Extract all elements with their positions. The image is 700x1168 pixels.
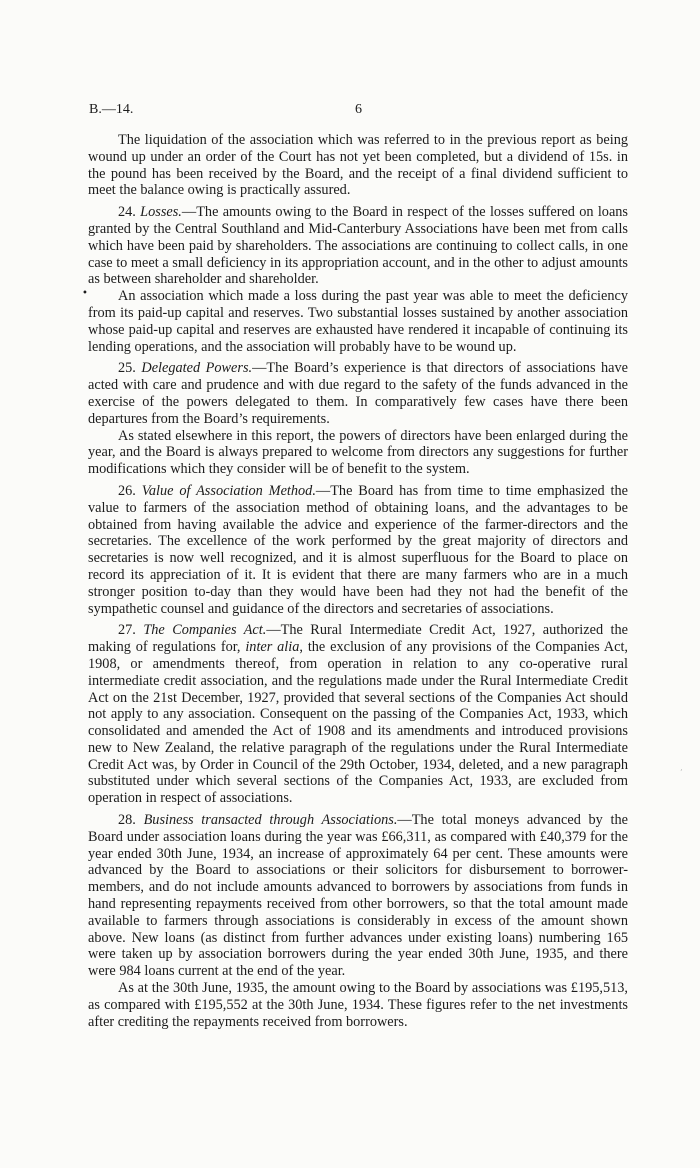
section-heading: Delegated Powers. bbox=[141, 360, 253, 377]
page-header bbox=[89, 102, 620, 122]
section-number: 24. bbox=[118, 204, 136, 221]
document-body bbox=[88, 132, 628, 1035]
section-number: 27. bbox=[118, 622, 136, 639]
paragraph-powers-continued: As stated elsewhere in this report, the powers of directors have been enlarged during the year, and the Board is always prepared to welcome from directors any suggestions for further modifications which they consider will be of benefit to the system. bbox=[88, 427, 628, 478]
section-heading: The Companies Act. bbox=[143, 622, 267, 639]
section-number: 26. bbox=[118, 482, 136, 499]
paragraph-amount-owing: As at the 30th June, 1935, the amount owing to the Board by associations was £195,513, as compared with £195,552 at the 30th June, 1934. These figures refer to the net investments after crediting the repayments received from borrowers. bbox=[88, 980, 628, 1030]
report-reference: B.—14. bbox=[89, 102, 134, 117]
page-number: 6 bbox=[355, 102, 362, 117]
paragraph-26-association-method: 26. Value of Association Method.—The Board has from time to time emphasized the value to farmers of the association method of obtaining loans, and the advantages to be obtained from having available the advice and experience of the farmer-directors and the secretaries. The excellence of the work performed by the great majority of directors and secretaries is now well recognized, and it is almost superfluous for the Board to place on record its appreciation of it. It is evident that there are many farmers who are in a much stronger position to-day than they would have been had they not had the benefit of the sympathetic counsel and guidance of the directors and secretaries of associations. bbox=[88, 482, 628, 617]
section-heading: Value of Association Method. bbox=[141, 482, 316, 499]
latin-phrase: inter alia bbox=[245, 639, 300, 656]
section-number: 28. bbox=[118, 812, 136, 829]
paragraph-28-business-transacted: 28. Business transacted through Associations.—The total moneys advanced by the Board under association loans during the year was £66,311, as compared with £40,379 for the year ended 30th June, 1934, an increase of approximately 64 per cent. These amounts were advanced by the Board to associations or their solicitors for disbursement to borrower-members, and do not include amounts advanced to borrowers by associations from funds in hand representing repayments received from other borrowers, so that the total amount made available to farmers through associations is considerably in excess of the amount shown above. New loans (as distinct from further advances under existing loans) numbering 165 were taken up by association borrowers during the year ended 30th June, 1935, and there were 984 loans current at the end of the year. bbox=[88, 812, 628, 980]
section-heading: Business transacted through Associations. bbox=[143, 812, 398, 829]
section-number: 25. bbox=[118, 360, 136, 377]
paragraph-liquidation: The liquidation of the association which was referred to in the previous report as being wound up under an order of the Court has not yet been completed, but a dividend of 15s. in the pound has been received by the Board, and the receipt of a final dividend sufficient to meet the balance owing is practically assured. bbox=[88, 132, 628, 199]
section-heading: Losses. bbox=[140, 204, 182, 221]
paragraph-losses-continued: An association which made a loss during the past year was able to meet the deficiency from its paid-up capital and reserves. Two substantial losses sustained by another association whose paid-up capital and reserves are exhausted have rendered it incapable of continuing its lending operations, and the association will probably have to be wound up. bbox=[88, 288, 628, 355]
paragraph-25-delegated-powers: 25. Delegated Powers.—The Board’s experience is that directors of associations have acted with care and prudence and with due regard to the safety of the funds advanced in the exercise of the powers delegated to them. In comparatively few cases have there been departures from the Board’s requirements. bbox=[88, 360, 629, 427]
paragraph-27-companies-act: 27. The Companies Act.—The Rural Intermediate Credit Act, 1927, authorized the making of regulations for, inter alia, the exclusion of any provisions of the Companies Act, 1908, or amendments thereof, from operation in relation to any co-operative rural intermediate credit association, and the regulations made under the Rural Intermediate Credit Act on the 21st December, 1927, provided that several sections of the Companies Act should not apply to any association. Consequent on the passing of the Companies Act, 1933, which consolidated and amended the Act of 1908 and its amendments and introduced provisions new to New Zealand, the relative paragraph of the regulations under the Rural Intermediate Credit Act was, by Order in Council of the 29th October, 1934, deleted, and a new paragraph substituted under which several sections of the Companies Act, 1933, are excluded from operation in respect of associations. bbox=[88, 622, 628, 807]
margin-mark: ’ bbox=[680, 768, 683, 777]
paragraph-24-losses: 24. Losses.—The amounts owing to the Board in respect of the losses suffered on loans granted by the Central Southland and Mid-Canterbury Associations have been met from calls which have been paid by shareholders. The associations are continuing to collect calls, in one case to meet a small deficiency in its appropriation account, and in the other to adjust amounts as between shareholder and shareholder. bbox=[88, 204, 628, 288]
stray-mark: • bbox=[82, 288, 88, 299]
